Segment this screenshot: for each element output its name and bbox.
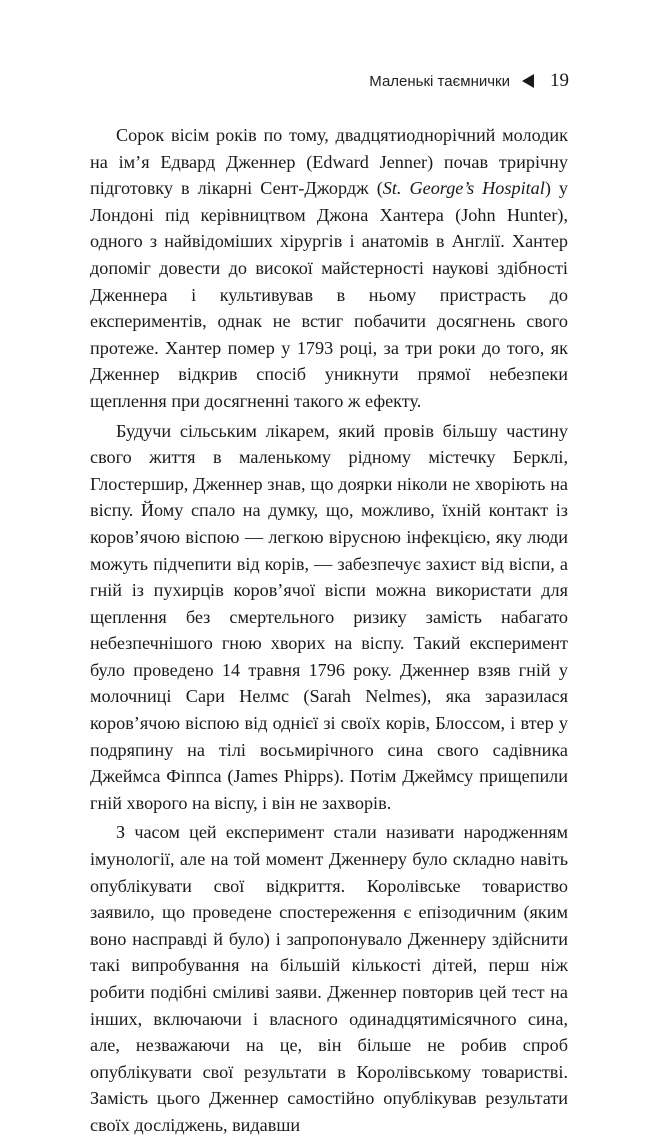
paragraph-1-part-1: Сорок вісім років по тому, двадцятиоднорічний молодик на ім’я Едвард Дженнер (Edward Jenner) почав трирічну підготовку в лікарні Сент-Джордж ( <box>90 125 568 199</box>
running-title: Маленькі таємнички <box>369 72 510 90</box>
paragraph-1 <box>90 122 568 415</box>
running-header <box>369 70 569 92</box>
paragraph-1-italic-hospital: St. George’s Hospital <box>382 178 545 199</box>
paragraph-1-part-3: ) у Лондоні під керівництвом Джона Хантера (John Hunter), одного з найвідоміших хірургів і анатомів в Англії. Хантер допоміг довести до високої майстерності наукові здібності Дженнера і культивував в ньому пристрасть до експериментів, однак не встиг побачити досягнень свого протеже. Хантер помер у 1793 році, за три роки до того, як Дженнер відкрив спосіб уникнути прямої небезпеки щеплення при досягненні такого ж ефекту. <box>90 178 568 411</box>
paragraph-2: Будучи сільським лікарем, який провів більшу частину свого життя в маленькому рідному містечку Берклі, Глостершир, Дженнер знав, що доярки ніколи не хворіють на віспу. Йому спало на думку, що, можливо, їхній контакт із коров’ячою віспою — легкою вірусною інфекцією, яку люди можуть підчепити від корів, — забезпечує захист від віспи, а гній із пухирців коров’ячої віспи можна використати для щеплення без смертельного ризику замість набагато небезпечнішого гною хворих на віспу. Такий експеримент було проведено 14 травня 1796 року. Дженнер взяв гній у молочниці Сари Нелмс (Sarah Nelmes), яка заразилася коров’ячою віспою від однієї зі своїх корів, Блоссом, і втер у подряпину на тілі восьмирічного сина свого садівника Джеймса Фіппса (James Phipps). Потім Джеймсу прищепили гній хворого на віспу, і він не захворів. <box>90 420 568 813</box>
page-number: 19 <box>550 70 569 91</box>
body-text <box>90 122 568 1139</box>
triangle-left-icon <box>522 74 534 88</box>
paragraph-3: З часом цей експеримент стали називати народженням імунології, але на той момент Дженнеру було складно навіть опублікувати свої відкриття. Королівське товариство заявило, що проведене спостереження є епізодичним (яким воно насправді й було) і запропонувало Дженнеру здійснити такі випробування на більшій кількості дітей, перш ніж робити подібні сміливі заяви. Дженнер повторив цей тест на інших, включаючи і власного одинадцятимісячного сина, але, незважаючи на це, він більше не робив спроб опублікувати свої результати в Королівському товаристві. Замість цього Дженнер самостійно опублікував результати своїх досліджень, видавши <box>90 822 568 1135</box>
